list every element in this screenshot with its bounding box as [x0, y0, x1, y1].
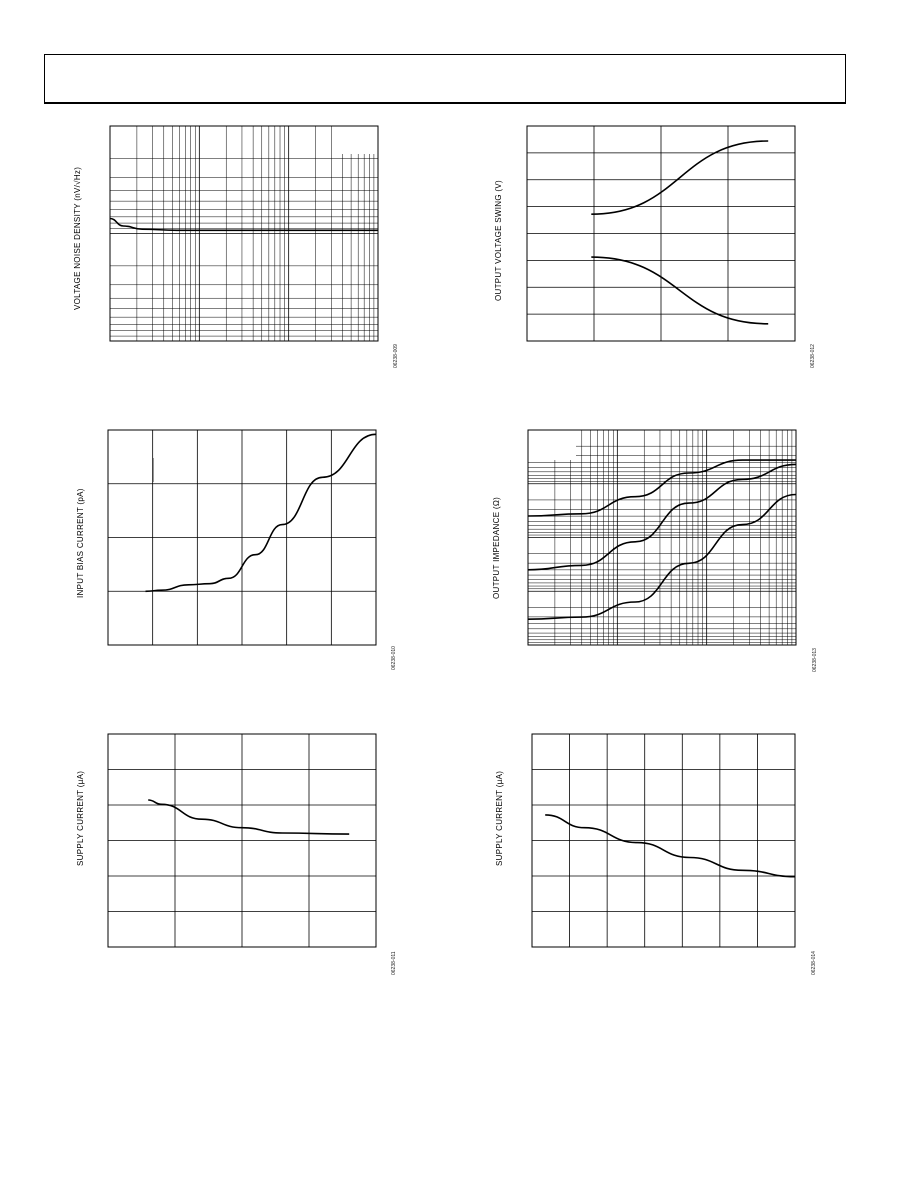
output-voltage-swing-grid — [527, 126, 795, 341]
supply-current-1-grid — [108, 734, 376, 947]
output-voltage-swing-figure-id: 06238-012 — [810, 344, 816, 368]
input-bias-current-legend-blank — [108, 430, 152, 460]
input-bias-current-grid — [108, 430, 376, 645]
output-voltage-swing-series-1-line — [591, 141, 768, 214]
input-bias-current-chart — [108, 430, 376, 645]
output-impedance-legend-blank — [528, 430, 576, 460]
supply-current-2-grid — [532, 734, 795, 947]
output-impedance-figure-id: 06238-013 — [812, 648, 818, 672]
supply-current-1-ylabel: SUPPLY CURRENT (µA) — [76, 770, 85, 866]
page-header — [44, 54, 846, 104]
supply-current-2-ylabel: SUPPLY CURRENT (µA) — [495, 770, 504, 866]
voltage-noise-density-figure-id: 06238-009 — [393, 344, 399, 368]
output-impedance-grid — [528, 430, 796, 645]
supply-current-2-plot — [532, 734, 795, 947]
supply-current-1-figure-id: 06238-011 — [391, 951, 397, 975]
output-voltage-swing-plot — [527, 126, 795, 341]
voltage-noise-density-plot — [110, 126, 378, 341]
output-impedance-series-3-line — [528, 495, 796, 620]
output-impedance-series-2-line — [528, 464, 796, 569]
voltage-noise-density-legend-blank — [332, 126, 378, 154]
output-voltage-swing-chart — [527, 126, 795, 341]
supply-current-1-plot — [108, 734, 376, 947]
input-bias-current-figure-id: 06238-010 — [391, 646, 397, 670]
voltage-noise-density-ylabel: VOLTAGE NOISE DENSITY (nV/√Hz) — [73, 166, 82, 310]
input-bias-current-plot — [108, 430, 376, 645]
output-voltage-swing-ylabel: OUTPUT VOLTAGE SWING (V) — [494, 180, 503, 301]
output-impedance-chart — [528, 430, 796, 645]
supply-current-2-figure-id: 06238-014 — [811, 951, 817, 975]
input-bias-current-ylabel: INPUT BIAS CURRENT (pA) — [76, 488, 85, 598]
output-impedance-plot — [528, 430, 796, 645]
supply-current-1-chart — [108, 734, 376, 947]
output-impedance-series-1-line — [528, 460, 796, 516]
voltage-noise-density-chart — [110, 126, 378, 341]
input-bias-current-series-1-line — [146, 434, 377, 591]
voltage-noise-density-grid — [110, 126, 378, 341]
output-impedance-ylabel: OUTPUT IMPEDANCE (Ω) — [492, 496, 501, 599]
supply-current-2-chart — [532, 734, 795, 947]
